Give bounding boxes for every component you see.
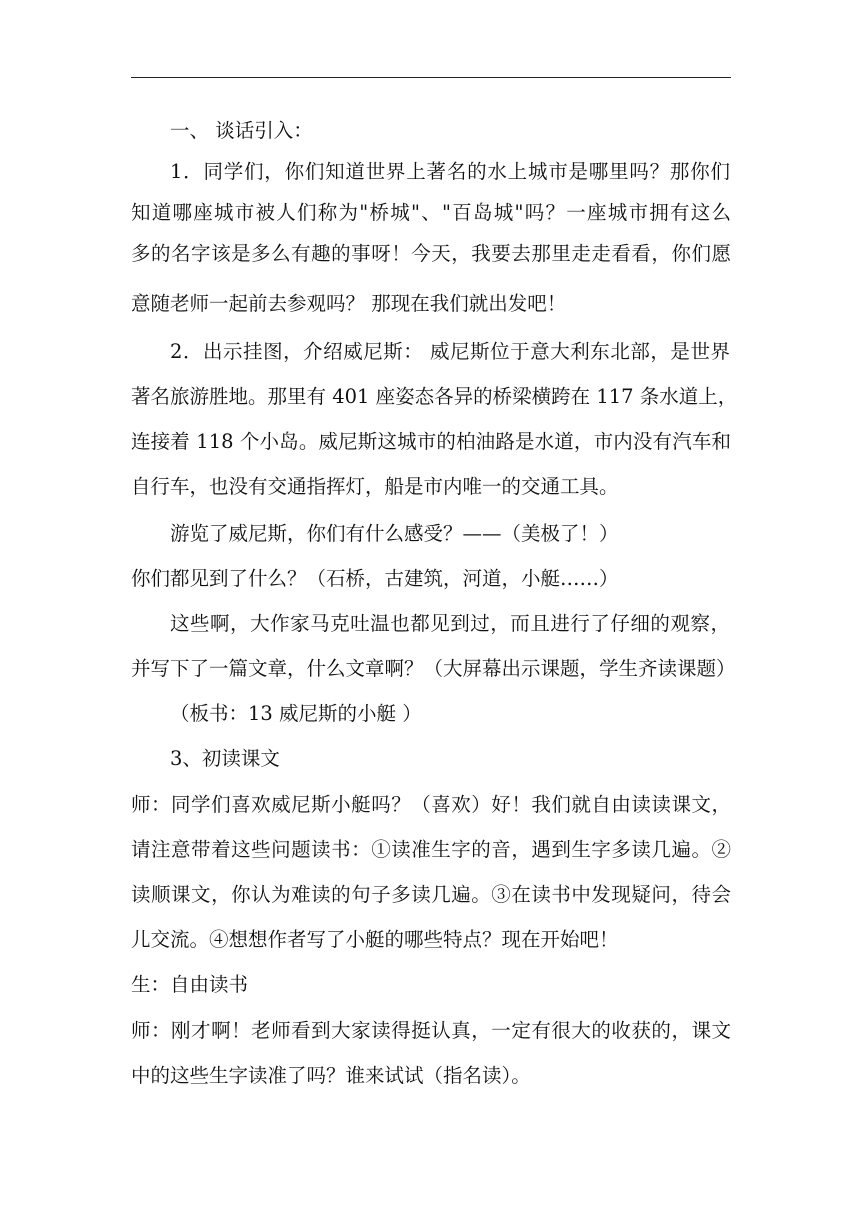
paragraph-8-line-2: 请注意带着这些问题读书：①读准生字的音，遇到生字多读几遍。②: [131, 838, 731, 861]
section-3-heading: 3、初读课文: [170, 747, 280, 770]
paragraph-2-line-2: 著名旅游胜地。那里有 401 座姿态各异的桥梁横跨在 117 条水道上，: [131, 385, 738, 408]
paragraph-8-line-3: 读顺课文，你认为难读的句子多读几遍。③在读书中发现疑问，待会: [131, 883, 731, 906]
paragraph-1-line-4: 意随老师一起前去参观吗？ 那现在我们就出发吧！: [131, 292, 567, 315]
paragraph-3: 游览了威尼斯，你们有什么感受？——（美极了！）: [170, 522, 619, 545]
paragraph-2-line-3: 连接着 118 个小岛。威尼斯这城市的柏油路是水道，市内没有汽车和: [131, 430, 731, 453]
paragraph-10-line-2: 中的这些生字读准了吗？谁来试试（指名读）。: [131, 1064, 531, 1087]
paragraph-4: 你们都见到了什么？（石桥，古建筑，河道，小艇……）: [131, 567, 619, 590]
paragraph-5-line-2: 并写下了一篇文章，什么文章啊？（大屏幕出示课题，学生齐读课题）: [131, 657, 736, 680]
paragraph-8-line-4: 儿交流。④想想作者写了小艇的哪些特点？现在开始吧！: [131, 928, 619, 951]
paragraph-2-line-4: 自行车，也没有交通指挥灯，船是市内唯一的交通工具。: [131, 475, 619, 498]
board-note: （板书：13 威尼斯的小艇 ）: [170, 702, 422, 725]
paragraph-10-line-1: 师：刚才啊！老师看到大家读得挺认真，一定有很大的收获的，课文: [131, 1019, 731, 1042]
paragraph-1-line-3: 多的名字该是多么有趣的事呀！今天，我要去那里走走看看，你们愿: [131, 242, 731, 265]
paragraph-9: 生：自由读书: [131, 973, 249, 996]
header-rule: [131, 77, 731, 78]
paragraph-1-line-2: 知道哪座城市被人们称为"桥城"、"百岛城"吗？一座城市拥有这么: [131, 201, 731, 224]
paragraph-2-line-1: 2．出示挂图，介绍威尼斯： 威尼斯位于意大利东北部，是世界: [170, 340, 730, 363]
paragraph-8-line-1: 师：同学们喜欢威尼斯小艇吗？（喜欢）好！我们就自由读读课文，: [131, 793, 731, 816]
paragraph-1-line-1: 1．同学们，你们知道世界上著名的水上城市是哪里吗？那你们: [170, 160, 730, 183]
section-heading: 一、 谈话引入：: [170, 119, 313, 142]
paragraph-5-line-1: 这些啊，大作家马克吐温也都见到过，而且进行了仔细的观察，: [170, 612, 730, 635]
